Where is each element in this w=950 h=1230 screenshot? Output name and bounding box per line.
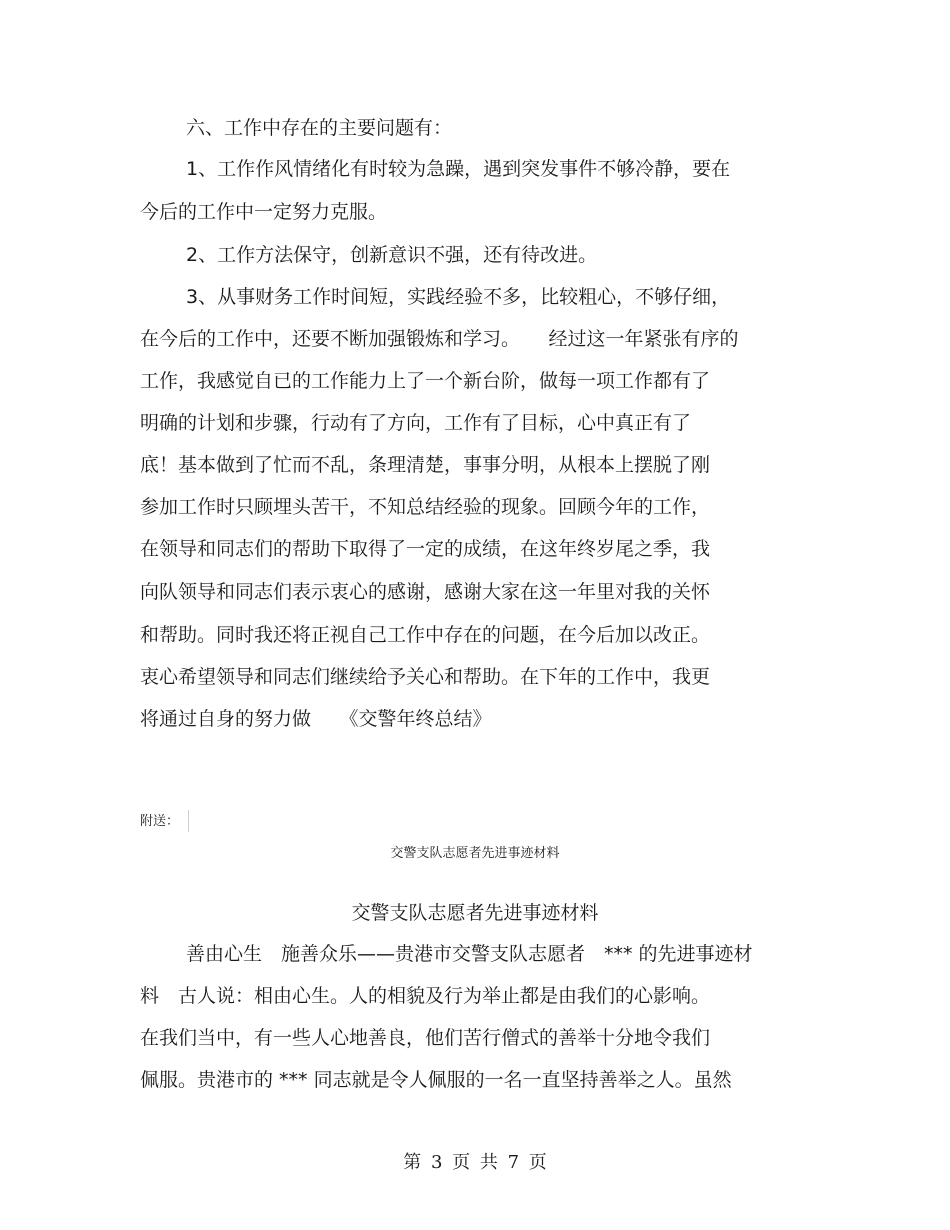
attachment-subtitle: 交警支队志愿者先进事迹材料 <box>390 846 560 861</box>
body-line: 将通过自身的努力做 《交警年终总结》 <box>140 708 492 730</box>
article-line: 料 古人说：相由心生。人的相貌及行为举止都是由我们的心影响。 <box>140 985 711 1007</box>
body-line: 和帮助。同时我还将正视自己工作中存在的问题，在今后加以改正。 <box>140 624 711 646</box>
body-line: 今后的工作中一定努力克服。 <box>140 201 388 223</box>
body-line: 参加工作时只顾埋头苦干，不知总结经验的现象。回顾今年的工作， <box>140 496 711 518</box>
body-line: 1、工作作风情绪化有时较为急躁，遇到突发事件不够冷静，要在 <box>186 158 731 180</box>
body-line: 在今后的工作中，还要不断加强锻炼和学习。 经过这一年紧张有序的 <box>140 328 739 350</box>
article-line: 在我们当中，有一些人心地善良，他们苦行僧式的善举十分地令我们 <box>140 1027 711 1049</box>
body-line: 工作，我感觉自已的工作能力上了一个新台阶，做每一项工作都有了 <box>140 370 711 392</box>
body-line: 2、工作方法保守，创新意识不强，还有待改进。 <box>186 244 598 266</box>
body-line: 明确的计划和步骤，行动有了方向，工作有了目标，心中真正有了 <box>140 412 692 434</box>
body-line: 底！基本做到了忙而不乱，条理清楚，事事分明，从根本上摆脱了刚 <box>140 454 711 476</box>
attachment-label: 附送： <box>140 814 180 829</box>
article-title: 交警支队志愿者先进事迹材料 <box>351 902 599 924</box>
body-line: 在领导和同志们的帮助下取得了一定的成绩，在这年终岁尾之季，我 <box>140 538 711 560</box>
body-line: 衷心希望领导和同志们继续给予关心和帮助。在下年的工作中，我更 <box>140 666 711 688</box>
page-footer: 第 3 页 共 7 页 <box>403 1152 547 1173</box>
body-line: 向队领导和同志们表示衷心的感谢，感谢大家在这一年里对我的关怀 <box>140 581 711 603</box>
article-line: 佩服。贵港市的 *** 同志就是令人佩服的一名一直坚持善举之人。虽然 <box>140 1069 732 1091</box>
article-line: 善由心生 施善众乐——贵港市交警支队志愿者 *** 的先进事迹材 <box>186 943 753 965</box>
section-heading: 六、工作中存在的主要问题有： <box>186 117 453 139</box>
body-line: 3、从事财务工作时间短，实践经验不多，比较粗心，不够仔细， <box>186 286 731 308</box>
divider <box>188 810 189 832</box>
